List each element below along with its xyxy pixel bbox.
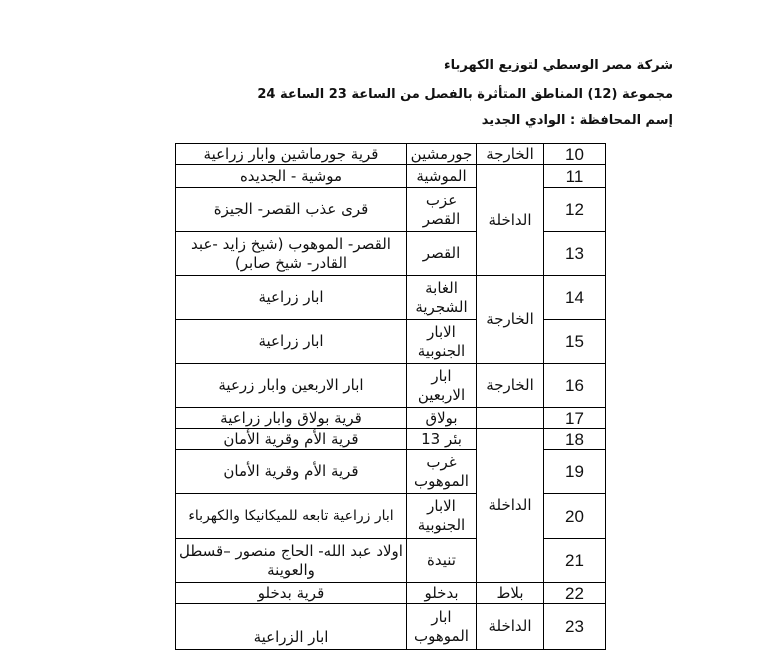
- row-number: 17: [544, 408, 606, 429]
- areas-cell: قرية جورماشين وابار زراعية: [176, 144, 407, 165]
- row-number: 16: [544, 364, 606, 408]
- row-number: 20: [544, 494, 606, 539]
- areas-cell: قرية الأم وقرية الأمان: [176, 429, 407, 450]
- areas-cell: قرية الأم وقرية الأمان: [176, 450, 407, 494]
- table-row: [176, 144, 606, 165]
- feeder-cell: غرب الموهوب: [407, 450, 477, 494]
- feeder-cell: الابار الجنوبية: [407, 320, 477, 364]
- feeder-cell: بدخلو: [407, 583, 477, 604]
- row-number: 13: [544, 232, 606, 276]
- areas-cell: القصر- الموهوب (شيخ زايد -عبد القادر- شيخ صابر): [176, 232, 407, 276]
- table-row: [176, 604, 606, 650]
- feeder-cell: القصر: [407, 232, 477, 276]
- region-cell: الخارجة: [477, 276, 544, 364]
- row-number: 11: [544, 165, 606, 188]
- areas-cell: ابار الاربعين وابار زرعية: [176, 364, 407, 408]
- table-row: [176, 165, 606, 188]
- areas-cell: اولاد عبد الله- الحاج منصور –قسطل والعوينة: [176, 539, 407, 583]
- outage-table: [175, 143, 606, 650]
- row-number: 15: [544, 320, 606, 364]
- areas-cell: موشية - الجديده: [176, 165, 407, 188]
- feeder-cell: جورمشين: [407, 144, 477, 165]
- areas-cell: ابار زراعية: [176, 276, 407, 320]
- feeder-cell: الغابة الشجرية: [407, 276, 477, 320]
- region-cell: بلاط: [477, 583, 544, 604]
- feeder-cell: ابار الاربعين: [407, 364, 477, 408]
- table-row: [176, 429, 606, 450]
- row-number: 21: [544, 539, 606, 583]
- feeder-cell: تنيدة: [407, 539, 477, 583]
- region-cell: الداخلة: [477, 604, 544, 650]
- region-cell: الخارجة: [477, 364, 544, 408]
- feeder-cell: عزب القصر: [407, 188, 477, 232]
- areas-cell: قرية بدخلو: [176, 583, 407, 604]
- region-cell: الداخلة: [477, 429, 544, 583]
- region-cell: الخارجة: [477, 144, 544, 165]
- row-number: 23: [544, 604, 606, 650]
- governorate-label: إسم المحافظة : الوادي الجديد: [481, 113, 673, 128]
- feeder-cell: ابار الموهوب: [407, 604, 477, 650]
- company-name: شركة مصر الوسطي لتوزيع الكهرباء: [443, 58, 673, 73]
- group-title: مجموعة (12) المناطق المتأثرة بالفصل من الساعة 23 الساعة 24: [257, 87, 673, 102]
- feeder-cell: الموشية: [407, 165, 477, 188]
- row-number: 12: [544, 188, 606, 232]
- areas-cell: قرى عذب القصر- الجيزة: [176, 188, 407, 232]
- table-row: [176, 408, 606, 429]
- row-number: 10: [544, 144, 606, 165]
- feeder-cell: بئر 13: [407, 429, 477, 450]
- areas-cell: ابار زراعية: [176, 320, 407, 364]
- areas-cell: ابار زراعية تابعه للميكانيكا والكهرباء: [176, 494, 407, 539]
- table-row: [176, 364, 606, 408]
- feeder-cell: الابار الجنوبية: [407, 494, 477, 539]
- table-row: [176, 276, 606, 320]
- region-cell: الداخلة: [477, 165, 544, 276]
- table-row: [176, 583, 606, 604]
- areas-cell: قرية بولاق وابار زراعية: [176, 408, 407, 429]
- region-cell: [477, 408, 544, 429]
- row-number: 22: [544, 583, 606, 604]
- row-number: 19: [544, 450, 606, 494]
- row-number: 14: [544, 276, 606, 320]
- feeder-cell: بولاق: [407, 408, 477, 429]
- areas-cell: ابار الزراعية: [176, 604, 407, 650]
- row-number: 18: [544, 429, 606, 450]
